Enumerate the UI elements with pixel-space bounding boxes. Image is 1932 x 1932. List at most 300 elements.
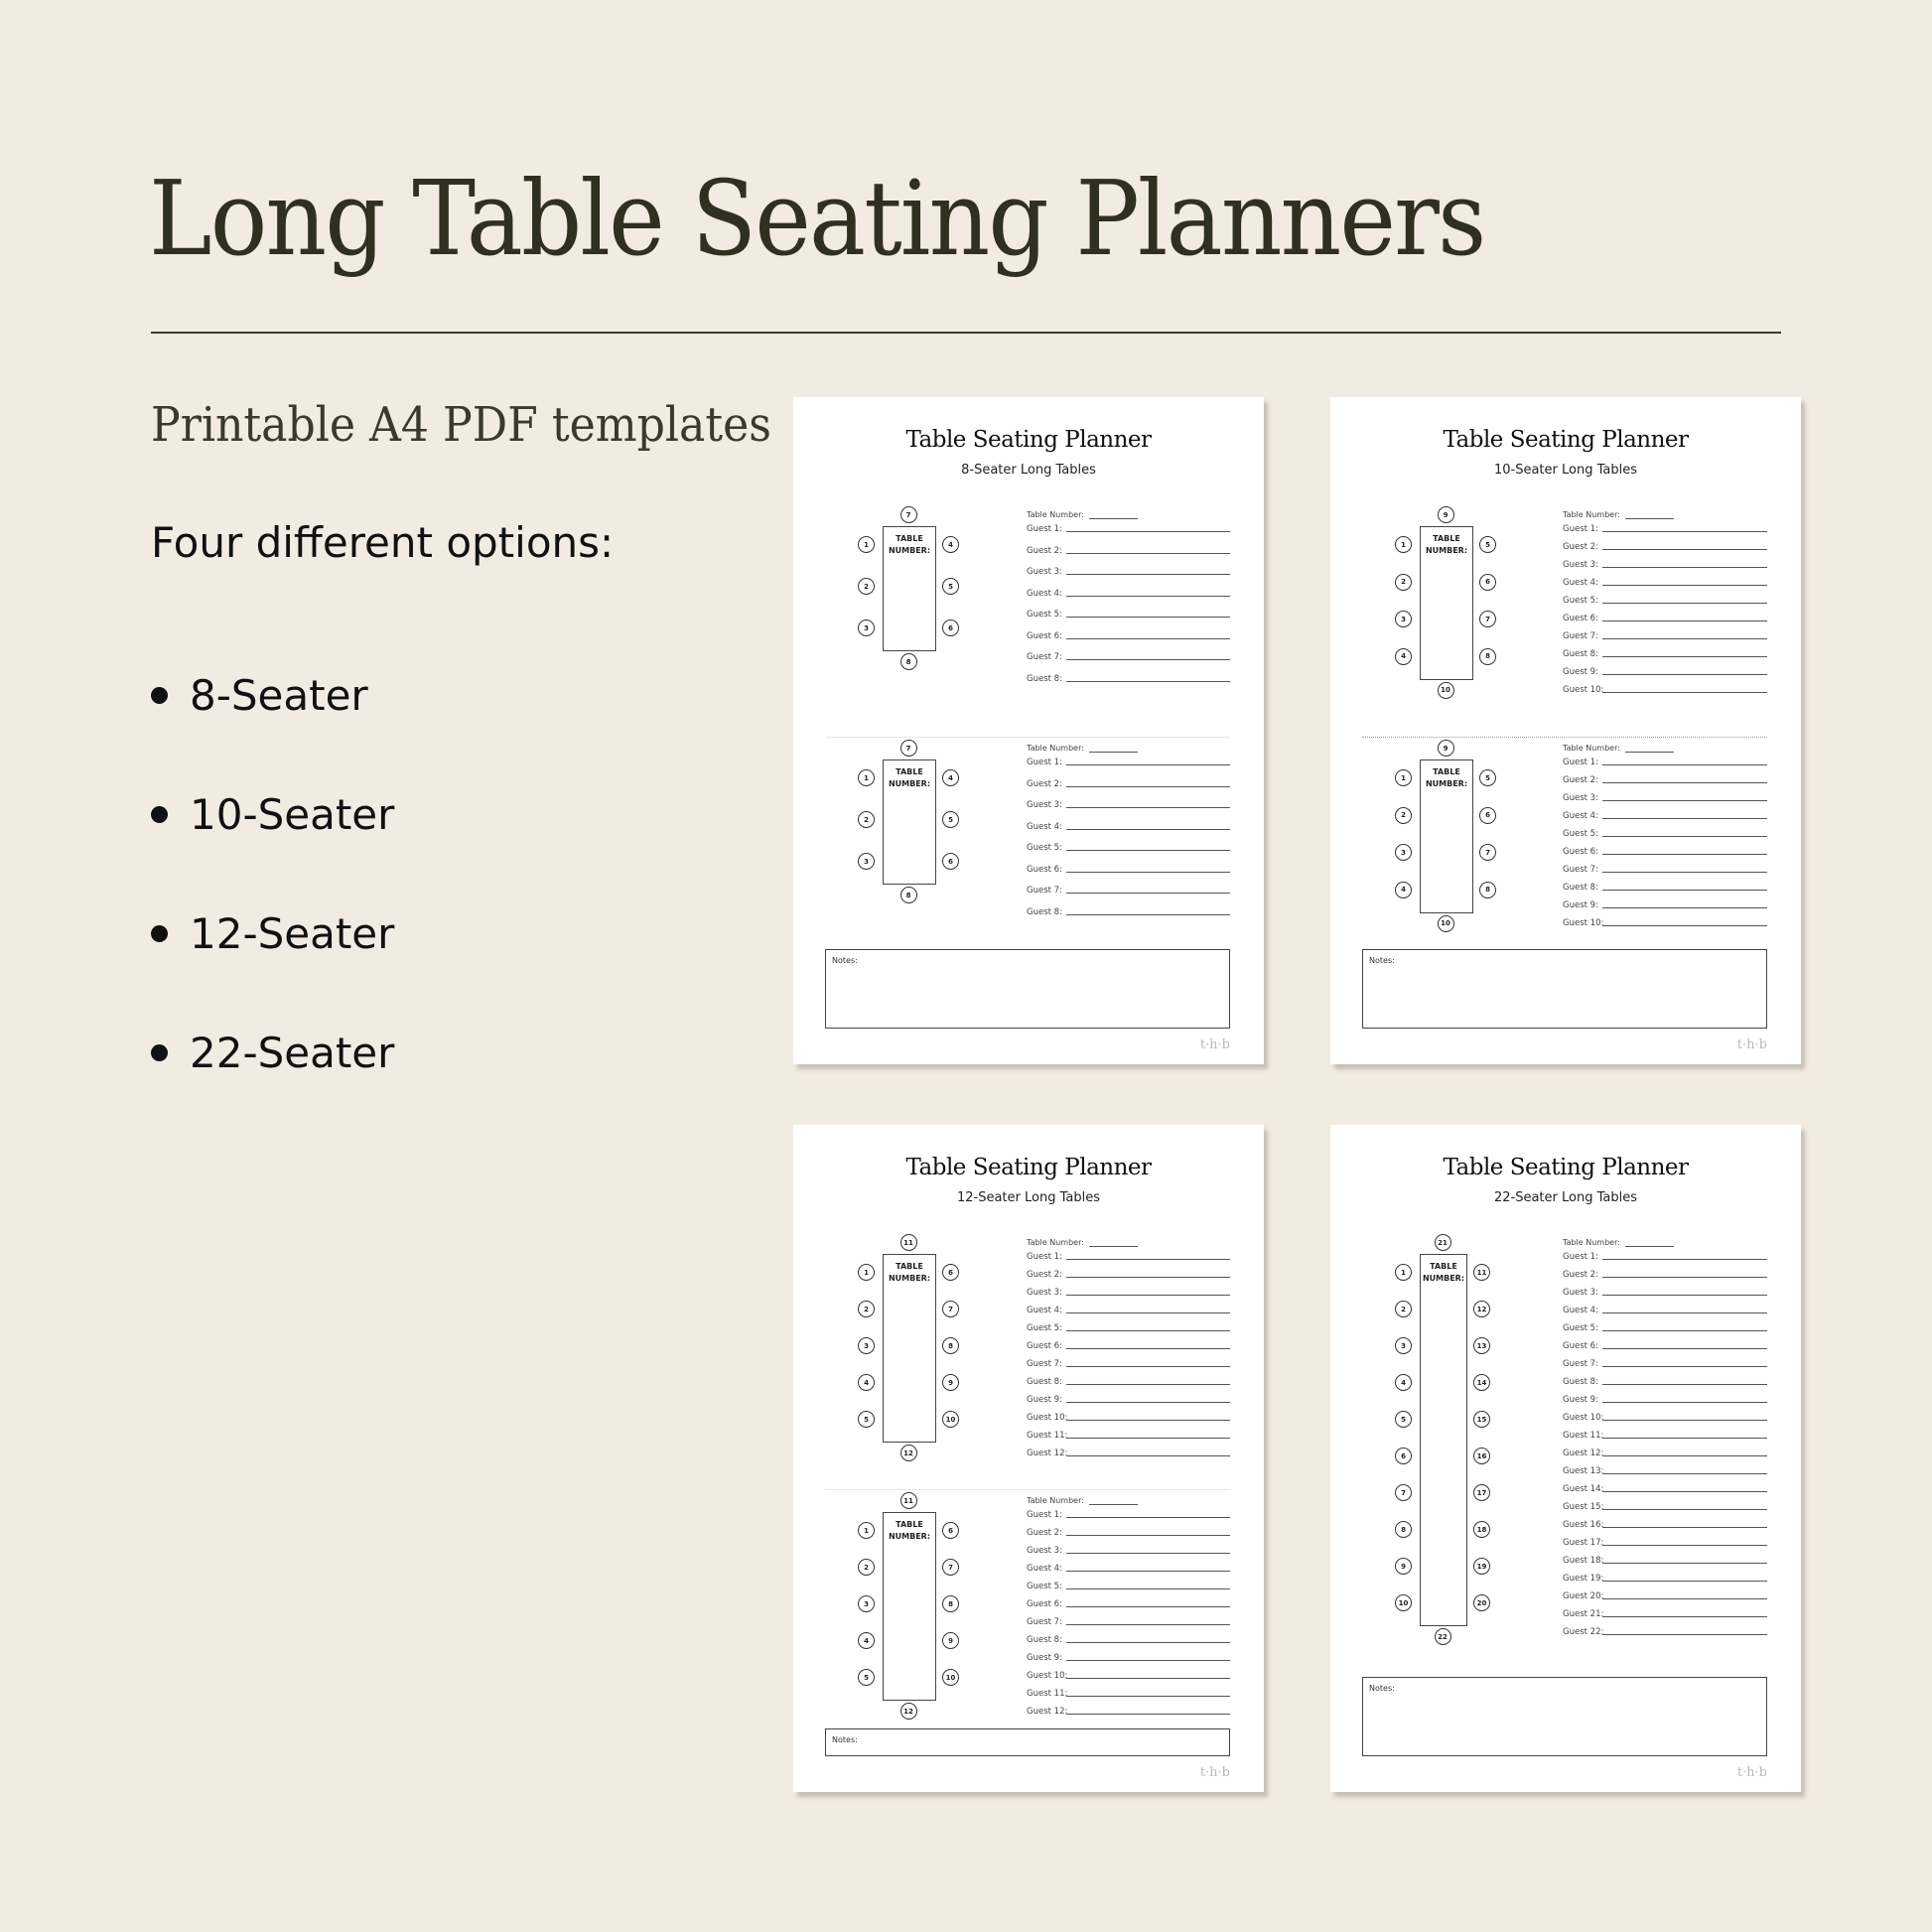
notes-label: Notes: xyxy=(832,956,858,965)
guest-field[interactable]: Guest 4: xyxy=(1027,589,1230,599)
guest-field[interactable]: Guest 9: xyxy=(1563,900,1767,910)
guest-field[interactable]: Guest 8: xyxy=(1563,883,1767,893)
guest-field[interactable]: Guest 6: xyxy=(1027,865,1230,875)
seat-circle: 1 xyxy=(1395,1264,1412,1281)
table-number-field[interactable]: Table Number: xyxy=(1027,744,1138,753)
seat-circle: 6 xyxy=(942,1522,959,1539)
bullet-icon xyxy=(151,1044,168,1061)
guest-line[interactable] xyxy=(1602,1329,1767,1331)
notes-label: Notes: xyxy=(832,1735,858,1744)
notes-box[interactable] xyxy=(1362,949,1767,1029)
guest-line[interactable] xyxy=(1602,1454,1767,1456)
guest-field[interactable]: Guest 13: xyxy=(1563,1466,1767,1476)
guest-field[interactable]: Guest 2: xyxy=(1027,1270,1230,1280)
guest-field[interactable]: Guest 1: xyxy=(1027,1510,1230,1520)
guest-line[interactable] xyxy=(1602,691,1767,693)
guest-line[interactable] xyxy=(1602,620,1767,621)
guest-line[interactable] xyxy=(1602,871,1767,873)
seat-circle: 3 xyxy=(1395,611,1412,627)
guest-line[interactable] xyxy=(1066,785,1230,787)
guest-field[interactable]: Guest 17: xyxy=(1563,1538,1767,1548)
seat-circle: 9 xyxy=(942,1374,959,1391)
guest-line[interactable] xyxy=(1602,1615,1767,1617)
guest-line[interactable] xyxy=(1066,1311,1230,1313)
guest-line[interactable] xyxy=(1066,763,1230,765)
seat-circle: 3 xyxy=(858,1337,875,1354)
seat-circle: 7 xyxy=(1479,844,1496,861)
seat-circle: 7 xyxy=(942,1301,959,1317)
guest-line[interactable] xyxy=(1066,552,1230,554)
guest-field[interactable]: Guest 2: xyxy=(1027,1528,1230,1538)
seat-circle: 2 xyxy=(858,578,875,595)
guest-line[interactable] xyxy=(1066,828,1230,830)
guest-field[interactable]: Guest 5: xyxy=(1027,1323,1230,1333)
seat-circle: 6 xyxy=(1395,1448,1412,1464)
guest-line[interactable] xyxy=(1602,817,1767,819)
seat-circle: 22 xyxy=(1435,1628,1451,1645)
guest-field[interactable]: Guest 3: xyxy=(1027,1546,1230,1556)
subtitle: Printable A4 PDF templates xyxy=(151,397,771,453)
guest-line[interactable] xyxy=(1602,1419,1767,1421)
guest-field[interactable]: Guest 7: xyxy=(1563,631,1767,641)
guest-field[interactable]: Guest 5: xyxy=(1027,610,1230,620)
option-item: 12-Seater xyxy=(151,874,394,993)
guest-line[interactable] xyxy=(1602,1490,1767,1492)
seat-circle: 10 xyxy=(1438,915,1454,932)
seat-circle: 7 xyxy=(900,506,917,523)
guest-field[interactable]: Guest 15: xyxy=(1563,1502,1767,1512)
notes-box[interactable] xyxy=(825,949,1230,1029)
guest-line[interactable] xyxy=(1602,1437,1767,1439)
seat-circle: 9 xyxy=(942,1632,959,1649)
planner-title: Table Seating Planner xyxy=(1443,427,1689,453)
table-number-label: TABLE NUMBER: xyxy=(888,767,931,788)
long-table xyxy=(883,526,936,651)
guest-field[interactable]: Guest 1: xyxy=(1027,758,1230,767)
seat-circle: 4 xyxy=(1395,1374,1412,1391)
guest-field[interactable]: Guest 2: xyxy=(1563,1270,1767,1280)
guest-field[interactable]: Guest 6: xyxy=(1027,1341,1230,1351)
seat-circle: 2 xyxy=(858,1301,875,1317)
notes-box[interactable] xyxy=(825,1728,1230,1756)
guest-field[interactable]: Guest 6: xyxy=(1563,614,1767,623)
guest-line[interactable] xyxy=(1066,1329,1230,1331)
long-table xyxy=(1420,759,1473,913)
long-table xyxy=(1420,1254,1467,1626)
guest-field[interactable]: Guest 10: xyxy=(1027,1671,1230,1681)
guest-line[interactable] xyxy=(1602,673,1767,675)
guest-line[interactable] xyxy=(1066,871,1230,873)
seat-circle: 2 xyxy=(858,1559,875,1576)
guest-field[interactable]: Guest 4: xyxy=(1563,811,1767,821)
guest-field[interactable]: Guest 8: xyxy=(1027,1377,1230,1387)
guest-field[interactable]: Guest 6: xyxy=(1027,1599,1230,1609)
guest-field[interactable]: Guest 4: xyxy=(1563,1306,1767,1315)
guest-line[interactable] xyxy=(1602,889,1767,891)
guest-line[interactable] xyxy=(1066,1419,1230,1421)
guest-field[interactable]: Guest 3: xyxy=(1027,1288,1230,1298)
guest-field[interactable]: Guest 3: xyxy=(1027,567,1230,577)
table-number-line[interactable] xyxy=(1625,751,1674,753)
guest-field[interactable]: Guest 9: xyxy=(1027,1653,1230,1663)
long-table xyxy=(883,759,936,885)
guest-line[interactable] xyxy=(1602,1472,1767,1474)
guest-field[interactable]: Guest 3: xyxy=(1027,800,1230,810)
seat-circle: 7 xyxy=(900,740,917,757)
seat-circle: 2 xyxy=(1395,574,1412,591)
guest-line[interactable] xyxy=(1602,1562,1767,1564)
guest-field[interactable]: Guest 3: xyxy=(1563,793,1767,803)
guest-line[interactable] xyxy=(1066,1552,1230,1554)
guest-line[interactable] xyxy=(1602,584,1767,586)
guest-line[interactable] xyxy=(1066,1516,1230,1518)
guest-field[interactable]: Guest 2: xyxy=(1563,775,1767,785)
guest-field[interactable]: Guest 18: xyxy=(1563,1556,1767,1566)
seat-circle: 10 xyxy=(942,1411,959,1428)
table-number-field[interactable]: Table Number: xyxy=(1027,510,1138,519)
guest-form xyxy=(1027,744,1230,967)
seat-circle: 7 xyxy=(942,1559,959,1576)
seat-circle: 8 xyxy=(1395,1521,1412,1538)
guest-field[interactable]: Guest 10: xyxy=(1027,1413,1230,1423)
bullet-icon xyxy=(151,687,168,704)
seat-circle: 4 xyxy=(1395,882,1412,898)
table-number-field[interactable]: Table Number: xyxy=(1563,510,1674,519)
option-item: 8-Seater xyxy=(151,635,394,755)
guest-field[interactable]: Guest 8: xyxy=(1563,1377,1767,1387)
seat-circle: 7 xyxy=(1479,611,1496,627)
table-number-field[interactable]: Table Number: xyxy=(1563,1238,1674,1247)
guest-line[interactable] xyxy=(1066,913,1230,915)
planner-page xyxy=(793,1125,1264,1792)
planner-subtitle: 12-Seater Long Tables xyxy=(956,1190,1100,1205)
guest-line[interactable] xyxy=(1602,1633,1767,1635)
seat-circle: 9 xyxy=(1395,1558,1412,1575)
notes-box[interactable] xyxy=(1362,1677,1767,1756)
seat-circle: 5 xyxy=(858,1411,875,1428)
seat-circle: 8 xyxy=(900,887,917,903)
guest-line[interactable] xyxy=(1066,658,1230,660)
guest-field[interactable]: Guest 10: xyxy=(1563,1413,1767,1423)
guest-line[interactable] xyxy=(1602,1276,1767,1278)
guest-line[interactable] xyxy=(1602,906,1767,908)
title-divider xyxy=(151,332,1781,334)
table-number-line[interactable] xyxy=(1089,1503,1138,1505)
guest-field[interactable]: Guest 4: xyxy=(1027,1306,1230,1315)
seat-circle: 13 xyxy=(1473,1337,1490,1354)
guest-field[interactable]: Guest 5: xyxy=(1563,596,1767,606)
guest-line[interactable] xyxy=(1602,530,1767,532)
guest-line[interactable] xyxy=(1066,1365,1230,1367)
seat-circle: 5 xyxy=(858,1669,875,1686)
seat-circle: 3 xyxy=(858,853,875,870)
seat-circle: 6 xyxy=(1479,574,1496,591)
table-number-field[interactable]: Table Number: xyxy=(1027,1238,1138,1247)
table-number-line[interactable] xyxy=(1089,751,1138,753)
table-number-line[interactable] xyxy=(1089,1245,1138,1247)
seat-circle: 15 xyxy=(1473,1411,1490,1428)
seat-circle: 1 xyxy=(858,1522,875,1539)
seat-circle: 10 xyxy=(1395,1594,1412,1611)
guest-field[interactable]: Guest 8: xyxy=(1563,649,1767,659)
seat-circle: 10 xyxy=(1438,682,1454,699)
guest-field[interactable]: Guest 4: xyxy=(1027,822,1230,832)
table-section xyxy=(1330,740,1801,973)
seat-circle: 8 xyxy=(942,1337,959,1354)
guest-line[interactable] xyxy=(1066,1454,1230,1456)
planner-subtitle: 10-Seater Long Tables xyxy=(1493,463,1637,478)
seat-circle: 20 xyxy=(1473,1594,1490,1611)
long-table xyxy=(883,1512,936,1701)
guest-line[interactable] xyxy=(1602,1258,1767,1260)
guest-line[interactable] xyxy=(1066,1587,1230,1589)
guest-line[interactable] xyxy=(1066,1347,1230,1349)
guest-line[interactable] xyxy=(1066,1258,1230,1260)
seat-circle: 12 xyxy=(1473,1301,1490,1317)
guest-line[interactable] xyxy=(1602,602,1767,604)
seat-circle: 12 xyxy=(900,1703,917,1720)
guest-field[interactable]: Guest 3: xyxy=(1563,1288,1767,1298)
guest-field[interactable]: Guest 6: xyxy=(1027,631,1230,641)
guest-line[interactable] xyxy=(1066,637,1230,639)
table-section xyxy=(793,1234,1264,1492)
seat-circle: 2 xyxy=(858,811,875,828)
guest-line[interactable] xyxy=(1066,806,1230,808)
guest-line[interactable] xyxy=(1602,637,1767,639)
guest-field[interactable]: Guest 9: xyxy=(1563,667,1767,677)
guest-field[interactable]: Guest 5: xyxy=(1563,829,1767,839)
guest-field[interactable]: Guest 14: xyxy=(1563,1484,1767,1494)
guest-field[interactable]: Guest 7: xyxy=(1563,865,1767,875)
table-number-line[interactable] xyxy=(1625,517,1674,519)
guest-field[interactable]: Guest 8: xyxy=(1027,907,1230,917)
seat-circle: 4 xyxy=(858,1632,875,1649)
main-title: Long Table Seating Planners xyxy=(149,158,1485,279)
guest-line[interactable] xyxy=(1602,1401,1767,1403)
table-section xyxy=(793,1492,1264,1750)
guest-line[interactable] xyxy=(1602,548,1767,550)
guest-field[interactable]: Guest 3: xyxy=(1563,560,1767,570)
guest-form xyxy=(1027,510,1230,734)
option-item: 22-Seater xyxy=(151,993,394,1112)
seat-circle: 19 xyxy=(1473,1558,1490,1575)
table-number-label: TABLE NUMBER: xyxy=(1422,1262,1465,1283)
seat-circle: 1 xyxy=(858,769,875,786)
planner-page xyxy=(1330,397,1801,1064)
planner-title: Table Seating Planner xyxy=(905,1155,1152,1180)
guest-field[interactable]: Guest 12: xyxy=(1027,1449,1230,1458)
guest-line[interactable] xyxy=(1602,853,1767,855)
seat-circle: 21 xyxy=(1435,1234,1451,1251)
guest-line[interactable] xyxy=(1066,1276,1230,1278)
guest-field[interactable]: Guest 2: xyxy=(1027,546,1230,556)
seat-circle: 8 xyxy=(942,1595,959,1612)
seat-circle: 11 xyxy=(900,1492,917,1509)
guest-form xyxy=(1563,510,1767,734)
long-table xyxy=(883,1254,936,1443)
guest-form xyxy=(1027,1496,1230,1744)
guest-field[interactable]: Guest 1: xyxy=(1563,524,1767,534)
guest-field[interactable]: Guest 1: xyxy=(1563,1252,1767,1262)
seat-circle: 2 xyxy=(1395,1301,1412,1317)
table-number-field[interactable]: Table Number: xyxy=(1563,744,1674,753)
guest-line[interactable] xyxy=(1602,1347,1767,1349)
guest-line[interactable] xyxy=(1602,924,1767,926)
seat-circle: 6 xyxy=(942,1264,959,1281)
table-section xyxy=(793,740,1264,973)
guest-line[interactable] xyxy=(1066,849,1230,851)
guest-line[interactable] xyxy=(1066,1623,1230,1625)
planner-page xyxy=(1330,1125,1801,1792)
guest-field[interactable]: Guest 7: xyxy=(1027,652,1230,662)
seat-circle: 9 xyxy=(1438,740,1454,757)
guest-field[interactable]: Guest 11: xyxy=(1027,1689,1230,1699)
guest-line[interactable] xyxy=(1066,1641,1230,1643)
seat-circle: 11 xyxy=(900,1234,917,1251)
notes-label: Notes: xyxy=(1369,956,1395,965)
seat-circle: 4 xyxy=(1395,648,1412,665)
guest-field[interactable]: Guest 20: xyxy=(1563,1591,1767,1601)
guest-line[interactable] xyxy=(1066,1294,1230,1296)
notes-label: Notes: xyxy=(1369,1684,1395,1693)
guest-line[interactable] xyxy=(1602,1508,1767,1510)
guest-field[interactable]: Guest 12: xyxy=(1563,1449,1767,1458)
guest-line[interactable] xyxy=(1602,1544,1767,1546)
long-table xyxy=(1420,526,1473,680)
guest-line[interactable] xyxy=(1066,1695,1230,1697)
bullet-icon xyxy=(151,925,168,942)
guest-field[interactable]: Guest 8: xyxy=(1027,1635,1230,1645)
guest-field[interactable]: Guest 1: xyxy=(1027,1252,1230,1262)
guest-field[interactable]: Guest 10: xyxy=(1563,918,1767,928)
guest-line[interactable] xyxy=(1602,566,1767,568)
guest-line[interactable] xyxy=(1602,835,1767,837)
seat-circle: 1 xyxy=(858,1264,875,1281)
guest-field[interactable]: Guest 11: xyxy=(1563,1431,1767,1441)
guest-form xyxy=(1563,744,1767,967)
table-number-label: TABLE NUMBER: xyxy=(1425,534,1468,555)
guest-field[interactable]: Guest 4: xyxy=(1563,578,1767,588)
guest-field[interactable]: Guest 5: xyxy=(1027,843,1230,853)
guest-line[interactable] xyxy=(1602,1526,1767,1528)
table-number-label: TABLE NUMBER: xyxy=(888,1520,931,1541)
seat-circle: 16 xyxy=(1473,1448,1490,1464)
guest-line[interactable] xyxy=(1066,595,1230,597)
guest-line[interactable] xyxy=(1066,1401,1230,1403)
guest-line[interactable] xyxy=(1066,1437,1230,1439)
guest-line[interactable] xyxy=(1602,1383,1767,1385)
guest-field[interactable]: Guest 21: xyxy=(1563,1609,1767,1619)
guest-line[interactable] xyxy=(1602,763,1767,765)
guest-field[interactable]: Guest 12: xyxy=(1027,1707,1230,1717)
guest-field[interactable]: Guest 19: xyxy=(1563,1574,1767,1584)
seat-circle: 4 xyxy=(942,769,959,786)
guest-line[interactable] xyxy=(1066,1677,1230,1679)
options-list xyxy=(151,635,394,1112)
guest-field[interactable]: Guest 4: xyxy=(1027,1564,1230,1574)
options-heading: Four different options: xyxy=(151,518,615,567)
brand-logo: t·h·b xyxy=(1736,1037,1767,1052)
section-divider xyxy=(825,737,1230,738)
seat-circle: 1 xyxy=(1395,536,1412,553)
seat-circle: 14 xyxy=(1473,1374,1490,1391)
guest-line[interactable] xyxy=(1602,655,1767,657)
guest-line[interactable] xyxy=(1602,1580,1767,1582)
guest-field[interactable]: Guest 9: xyxy=(1027,1395,1230,1405)
seat-circle: 12 xyxy=(900,1445,917,1461)
guest-line[interactable] xyxy=(1066,1659,1230,1661)
guest-line[interactable] xyxy=(1066,680,1230,682)
guest-field[interactable]: Guest 2: xyxy=(1563,542,1767,552)
seat-circle: 2 xyxy=(1395,807,1412,824)
guest-field[interactable]: Guest 1: xyxy=(1027,524,1230,534)
guest-field[interactable]: Guest 6: xyxy=(1563,1341,1767,1351)
table-number-line[interactable] xyxy=(1625,1245,1674,1247)
seat-circle: 4 xyxy=(942,536,959,553)
guest-field[interactable]: Guest 5: xyxy=(1027,1582,1230,1591)
seat-circle: 6 xyxy=(942,853,959,870)
planner-subtitle: 22-Seater Long Tables xyxy=(1493,1190,1637,1205)
guest-field[interactable]: Guest 2: xyxy=(1027,779,1230,789)
table-number-line[interactable] xyxy=(1089,517,1138,519)
guest-field[interactable]: Guest 7: xyxy=(1027,1617,1230,1627)
guest-line[interactable] xyxy=(1066,892,1230,894)
guest-line[interactable] xyxy=(1602,799,1767,801)
guest-line[interactable] xyxy=(1066,573,1230,575)
seat-circle: 5 xyxy=(942,811,959,828)
brand-logo: t·h·b xyxy=(1736,1765,1767,1780)
seat-circle: 3 xyxy=(858,620,875,636)
guest-line[interactable] xyxy=(1066,1605,1230,1607)
guest-field[interactable]: Guest 10: xyxy=(1563,685,1767,695)
guest-field[interactable]: Guest 6: xyxy=(1563,847,1767,857)
guest-field[interactable]: Guest 9: xyxy=(1563,1395,1767,1405)
guest-line[interactable] xyxy=(1066,1570,1230,1572)
guest-field[interactable]: Guest 7: xyxy=(1027,1359,1230,1369)
seat-circle: 5 xyxy=(1395,1411,1412,1428)
guest-field[interactable]: Guest 22: xyxy=(1563,1627,1767,1637)
guest-field[interactable]: Guest 8: xyxy=(1027,674,1230,684)
seat-circle: 5 xyxy=(1479,769,1496,786)
guest-line[interactable] xyxy=(1602,1365,1767,1367)
guest-line[interactable] xyxy=(1602,1597,1767,1599)
guest-line[interactable] xyxy=(1066,1713,1230,1715)
planner-page xyxy=(793,397,1264,1064)
guest-line[interactable] xyxy=(1066,616,1230,618)
guest-line[interactable] xyxy=(1602,781,1767,783)
guest-field[interactable]: Guest 7: xyxy=(1563,1359,1767,1369)
guest-line[interactable] xyxy=(1602,1311,1767,1313)
guest-field[interactable]: Guest 16: xyxy=(1563,1520,1767,1530)
guest-field[interactable]: Guest 11: xyxy=(1027,1431,1230,1441)
guest-line[interactable] xyxy=(1066,1534,1230,1536)
brand-logo: t·h·b xyxy=(1199,1037,1230,1052)
guest-field[interactable]: Guest 5: xyxy=(1563,1323,1767,1333)
guest-field[interactable]: Guest 7: xyxy=(1027,886,1230,896)
seat-circle: 4 xyxy=(858,1374,875,1391)
seat-circle: 7 xyxy=(1395,1484,1412,1501)
table-section xyxy=(1330,1234,1801,1671)
guest-field[interactable]: Guest 1: xyxy=(1563,758,1767,767)
seat-circle: 11 xyxy=(1473,1264,1490,1281)
guest-line[interactable] xyxy=(1602,1294,1767,1296)
guest-line[interactable] xyxy=(1066,1383,1230,1385)
seat-circle: 17 xyxy=(1473,1484,1490,1501)
planner-subtitle: 8-Seater Long Tables xyxy=(961,463,1096,478)
seat-circle: 3 xyxy=(858,1595,875,1612)
guest-line[interactable] xyxy=(1066,530,1230,532)
table-number-field[interactable]: Table Number: xyxy=(1027,1496,1138,1505)
